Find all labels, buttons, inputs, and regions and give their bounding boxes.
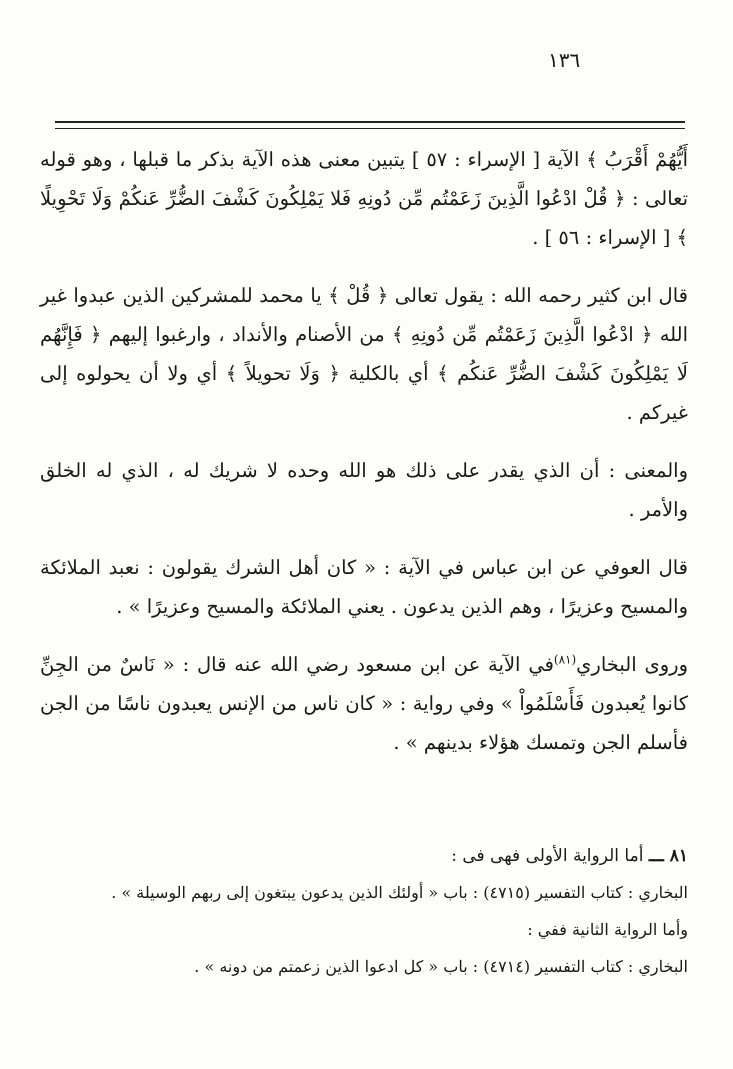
header-rule-thick bbox=[55, 121, 685, 123]
footnote-intro-2: وأما الرواية الثانية ففي : bbox=[527, 920, 688, 939]
paragraph-1: أَيُّهُمْ أَقْرَبُ ﴾ الآية [ الإسراء : ٥٧ ] يتبين معنى هذه الآية بذكر ما قبلها ، وهو قوله تعالى : ﴿ قُلْ ادْعُوا الَّذِينَ زَعَمْتُم مِّن دُونِهِ فَلا يَمْلِكُونَ كَشْفَ الضُّرِّ عَنكُمْ وَلَا تَحْوِيلًا ﴾ [ الإسراء : ٥٦ ] . bbox=[40, 148, 688, 249]
paragraph-3: والمعنى : أن الذي يقدر على ذلك هو الله وحده لا شريك له ، الذي له الخلق والأمر . bbox=[40, 459, 688, 521]
main-text bbox=[40, 140, 688, 762]
footnote-source-1: البخاري : كتاب التفسير (٤٧١٥) : باب « أولئك الذين يدعون يبتغون إلى ربهم الوسيلة » . bbox=[111, 883, 688, 902]
paragraph-2: قال ابن كثير رحمه الله : يقول تعالى ﴿ قُلْ ﴾ يا محمد للمشركين الذين عبدوا غير الله ﴿ ادْعُوا الَّذِينَ زَعَمْتُم مِّن دُونِهِ ﴾ من الأصنام والأنداد ، وارغبوا إليهم ﴿ فَإِنَّهُم لَا يَمْلِكُونَ كَشْفَ الضُّرِّ عَنكُم ﴾ أي بالكلية ﴿ وَلَا تحويلاً ﴾ أي ولا أن يحولوه إلى غيركم . bbox=[40, 284, 688, 424]
paragraph-4: قال العوفي عن ابن عباس في الآية : « كان أهل الشرك يقولون : نعبد الملائكة والمسيح وعزيرًا ، وهم الذين يدعون . يعني الملائكة والمسيح وعزيرًا » . bbox=[40, 556, 688, 618]
footnote-intro: أما الرواية الأولى فهى فى : bbox=[451, 846, 644, 866]
footnote-heading bbox=[40, 842, 688, 870]
footnote-source-2: البخاري : كتاب التفسير (٤٧١٤) : باب « كل ادعوا الذين زعمتم من دونه » . bbox=[194, 957, 688, 976]
page-number: ١٣٦ bbox=[548, 48, 581, 72]
paragraph-5 bbox=[40, 645, 688, 762]
header-rule-thin bbox=[55, 128, 685, 129]
paragraph-5-rest: في الآية عن ابن مسعود رضي الله عنه قال : « نَاسٌ من الجِنِّ كانوا يُعبدون فَأَسْلَمُواْ » وفي رواية : « كان ناس من الإنس يعبدون ناسًا من الجن فأسلم الجن وتمسك هؤلاء بدينهم » . bbox=[40, 653, 688, 754]
footnote-reference[interactable]: (٨١) bbox=[553, 652, 577, 667]
paragraph-5-start: وروى البخاري bbox=[576, 653, 688, 676]
footnote-number: ٨١ ـــ bbox=[648, 846, 688, 866]
footnotes bbox=[40, 842, 688, 981]
